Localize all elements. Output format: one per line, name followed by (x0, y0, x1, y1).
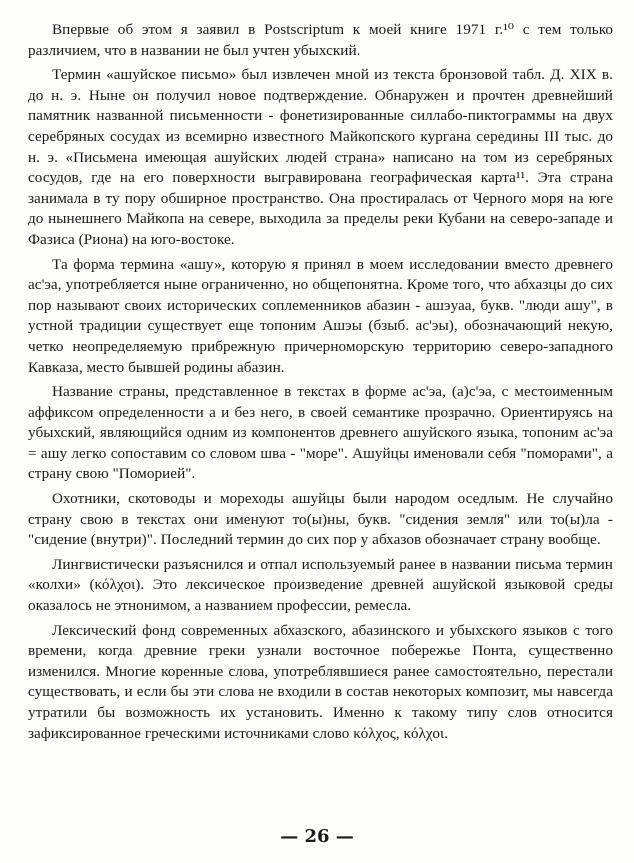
paragraph-1: Впервые об этом я заявил в Postscriptum к моей книге 1971 г.¹⁰ с тем только различием, что в названии не был учтен убыхский. (28, 21, 613, 59)
paragraph-3: Та форма термина «ашу», которую я принял в моем исследовании вместо древнего ас'эа, употребляется ныне ограниченно, но общепонятна. Кроме того, что абхазцы до сих пор называют своих исторических соплеменников абазин - ашэуаа, букв. "люди ашу", в устной традиции существует еще топоним Ашэы (бзыб. ас'эы), обозначающий некую, четко неопределяемую прибрежную причерноморскую территорию северо-западного Кавказа, место бывшей родины абазин. (28, 255, 613, 376)
page-number: — 26 — (280, 826, 354, 847)
paragraph-5: Охотники, скотоводы и мореходы ашуйцы были народом оседлым. Не случайно страну свою в текстах они именуют то(ы)ны, букв. "сидения земля" или то(ы)ла - "сидение (внутри)". Последний термин до сих пор у абхазов обозначает страну вообще. (28, 490, 613, 549)
paragraph-7: Лексический фонд современных абхазского, абазинского и убыхского языков с того времени, когда древние греки узнали восточное побережье Понта, существенно изменился. Многие коренные слова, употреблявшиеся ранее самостоятельно, перестали существовать, и если бы эти слова не входили в состав некоторых композит, мы навсегда утратили бы возможность их установить. Именно к такому типу слов относится зафиксированное греческими источниками слово κόλχος, κόλχοι. (28, 621, 613, 742)
paragraph-2: Термин «ашуйское письмо» был извлечен мной из текста бронзовой табл. Д. XIX в. до н. э. Ныне он получил новое подтверждение. Обнаружен и прочтен древнейший памятник названной письменности - фонетизированные силлабо-пиктограммы на двух серебряных сосудах из всемирно известного Майкопского кургана середины III тыс. до н. э. «Письмена имеющая ашуйских людей страна» написано на том из серебряных сосудов, где на его поверхности выгравирована географическая карта¹¹. Эта страна занимала в ту пору обширное пространство. Она простиралась от Черного моря на юге до нынешнего Майкопа на севере, выходила за пределы реки Кубани на северо-западе и Фазиса (Риона) на юго-востоке. (28, 66, 613, 248)
paragraph-6: Лингвистически разъяснился и отпал используемый ранее в названии письма термин «колхи» (κόλχοι). Это лексическое произведение древней ашуйской языковой среды оказалось не этнонимом, а названием профессии, ремесла. (28, 555, 613, 615)
paragraph-4: Название страны, представленное в текстах в форме ас'эа, (а)с'эа, с местоименным аффиксом определенности а и без него, в своей семантике прозрачно. Ориентируясь на убыхский, являющийся одним из компонентов древнего ашуйского языка, топоним ас'эа = ашу легко сопоставим со словом шва - "море". Ашуйцы именовали себя "поморами", а страну свою "Поморией". (28, 383, 613, 483)
body-text (28, 20, 613, 748)
